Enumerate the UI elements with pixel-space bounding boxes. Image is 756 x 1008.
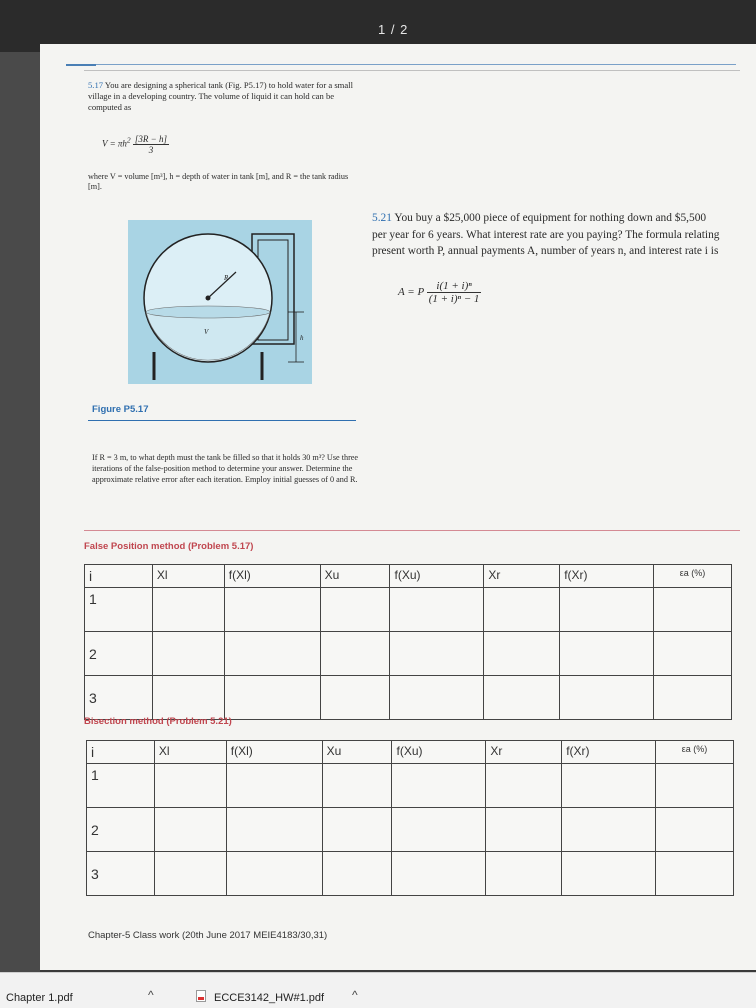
problem-517-intro: [88, 80, 358, 113]
problem-517-where: where V = volume [m³], h = depth of water in tank [m], and R = the tank radius [m].: [88, 172, 349, 191]
problem-521-text: [372, 210, 722, 260]
header-fxr: f(Xr): [562, 741, 656, 764]
header-rule-secondary: [84, 70, 740, 71]
spherical-tank-illustration: [128, 220, 312, 384]
volume-formula-sup: 2: [126, 135, 131, 145]
table-header-row: [87, 741, 734, 764]
download-bar: [0, 972, 756, 1008]
header-ea: εa (%): [654, 565, 732, 588]
annuity-formula-numerator: i(1 + i)ⁿ: [427, 280, 482, 293]
header-fxl: f(Xl): [224, 565, 320, 588]
volume-formula-lhs: V = πh: [102, 138, 127, 149]
chevron-up-icon[interactable]: ^: [148, 988, 154, 1002]
bisection-title: Bisection method (Problem 5.21): [84, 716, 232, 727]
figure-caption: Figure P5.17: [92, 404, 149, 415]
header-fxr: f(Xr): [560, 565, 654, 588]
figure-label-r: R: [224, 274, 229, 282]
volume-formula-fraction: [133, 134, 169, 155]
header-xu: Xu: [322, 741, 392, 764]
header-fxl: f(Xl): [226, 741, 322, 764]
header-xl: Xl: [154, 741, 226, 764]
table-row: [85, 676, 732, 720]
false-position-table: [84, 564, 732, 720]
table-row: [85, 632, 732, 676]
figure-label-h: h: [300, 334, 304, 342]
volume-formula: [102, 134, 169, 155]
row-index: 2: [85, 632, 153, 676]
problem-517-question: If R = 3 m, to what depth must the tank be filled so that it holds 30 m³? Use three iterations of the false-position method to determine your answer. Determine the approximate relative error after each iteration. Employ initial guesses of 0 and R.: [92, 453, 359, 484]
table-header-row: [85, 565, 732, 588]
row-index: 3: [85, 676, 153, 720]
download-item-hw1[interactable]: ECCE3142_HW#1.pdf: [214, 992, 325, 1004]
problem-521-number: 5.21: [372, 212, 392, 224]
header-fxu: f(Xu): [390, 565, 484, 588]
header-rule: [96, 64, 736, 65]
row-index: 1: [85, 588, 153, 632]
table-row: [87, 852, 734, 896]
table-row: [85, 588, 732, 632]
header-xr: Xr: [484, 565, 560, 588]
header-i: i: [85, 565, 153, 588]
volume-formula-denominator: 3: [148, 145, 154, 155]
section-divider: [84, 530, 740, 531]
figure-p517: [128, 220, 312, 384]
row-index: 3: [87, 852, 155, 896]
header-fxu: f(Xu): [392, 741, 486, 764]
annuity-formula-fraction: [427, 280, 482, 305]
header-ea: εa (%): [656, 741, 734, 764]
classwork-footer: Chapter-5 Class work (20th June 2017 MEIE4183/30,31): [88, 930, 328, 941]
table-row: [87, 808, 734, 852]
annuity-formula-lhs: A = P: [398, 286, 424, 299]
row-index: 2: [87, 808, 155, 852]
volume-formula-numerator: [3R − h]: [134, 134, 167, 144]
header-mark: [66, 52, 96, 66]
annuity-formula: [398, 280, 481, 305]
download-item-chapter1[interactable]: Chapter 1.pdf: [6, 992, 73, 1004]
table-row: [87, 764, 734, 808]
false-position-title: False Position method (Problem 5.17): [84, 541, 254, 552]
problem-517-intro-text: You are designing a spherical tank (Fig. P5.17) to hold water for a small village in a developing country. The volume of liquid it can hold can be computed as: [88, 80, 353, 112]
chevron-up-icon[interactable]: ^: [352, 988, 358, 1002]
page-counter: 1 / 2: [378, 22, 409, 37]
header-xu: Xu: [320, 565, 390, 588]
figure-label-v: V: [204, 328, 209, 336]
bisection-table: [86, 740, 734, 896]
viewer-left-margin: [0, 52, 40, 972]
problem-517-number: 5.17: [88, 80, 104, 90]
annuity-formula-denominator: (1 + i)ⁿ − 1: [428, 293, 480, 305]
header-xr: Xr: [486, 741, 562, 764]
header-i: i: [87, 741, 155, 764]
pdf-file-icon: [196, 990, 206, 1002]
figure-caption-rule: [88, 420, 356, 421]
header-xl: Xl: [152, 565, 224, 588]
row-index: 1: [87, 764, 155, 808]
problem-521-body: You buy a $25,000 piece of equipment for nothing down and $5,500 per year for 6 years. What interest rate are you paying? The formula relating present worth P, annual payments A, number of years n, and interest rate i is: [372, 212, 720, 257]
